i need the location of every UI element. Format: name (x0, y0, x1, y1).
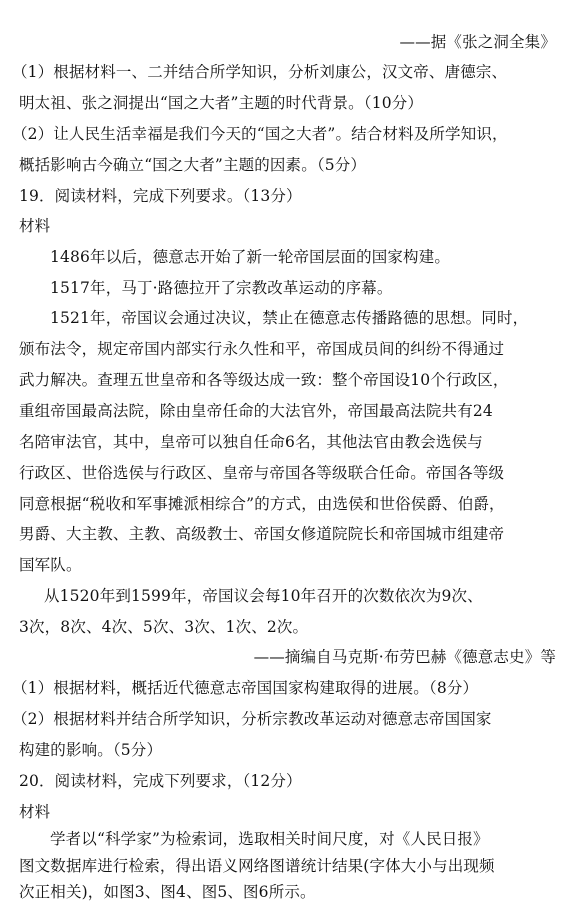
q19-paragraph-3-line: 同意根据“税收和军事摊派相综合”的方式，由选侯和世俗侯爵、伯爵， (19, 495, 505, 513)
q19-paragraph-3-line: 男爵、大主教、主教、高级教士、帝国女修道院院长和帝国城市组建帝 (19, 525, 505, 543)
q18-sub2-line2: 概括影响古今确立“国之大者”主题的因素。（5分） (19, 156, 367, 174)
q19-paragraph-3-line: 重组帝国最高法院，除由皇帝任命的大法官外，帝国最高法院共有24 (19, 402, 493, 420)
q20-paragraph-line: 学者以“科学家”为检索词，选取相关时间尺度，对《人民日报》 (50, 830, 489, 848)
q19-sub1: （1）根据材料，概括近代德意志帝国国家构建取得的进展。（8分） (12, 679, 479, 697)
q20-paragraph-line: 图文数据库进行检索，得出语义网络图谱统计结果(字体大小与出现频 (19, 857, 495, 875)
q19-paragraph-3-line: 1521年，帝国议会通过决议，禁止在德意志传播路德的思想。同时， (50, 309, 529, 327)
q19-material-label: 材料 (19, 217, 51, 235)
q19-paragraph-3-line: 武力解决。查理五世皇帝和各等级达成一致：整个帝国设10个行政区， (19, 371, 509, 389)
q19-source-citation: ——摘编自马克斯·布劳巴赫《德意志史》等 (253, 648, 556, 666)
q19-paragraph-3-line: 行政区、世俗选侯与行政区、皇帝与帝国各等级联合任命。帝国各等级 (19, 464, 505, 482)
q18-sub1-line2: 明太祖、张之洞提出“国之大者”主题的时代背景。（10分） (19, 94, 424, 112)
q19-sub2-line1: （2）根据材料并结合所学知识，分析宗教改革运动对德意志帝国国家 (12, 710, 492, 728)
q20-heading: 20．阅读材料，完成下列要求，（12分） (19, 772, 302, 790)
q18-sub1-line1: （1）根据材料一、二并结合所学知识，分析刘康公，汉文帝、唐德宗、 (12, 63, 508, 81)
q19-paragraph-4-line2: 3次，8次、4次、5次、3次、1次、2次。 (19, 618, 309, 636)
q20-material-label: 材料 (19, 803, 51, 821)
q19-paragraph-3-line: 国军队。 (19, 556, 82, 574)
q19-sub2-line2: 构建的影响。（5分） (19, 741, 163, 759)
source-citation-zhang-zhidong: ——据《张之洞全集》 (399, 33, 556, 51)
q19-paragraph-2: 1517年，马丁·路德拉开了宗教改革运动的序幕。 (50, 279, 393, 297)
q19-paragraph-4-line1: 从1520年到1599年，帝国议会每10年召开的次数依次为9次、 (44, 587, 483, 605)
q19-paragraph-1: 1486年以后，德意志开始了新一轮帝国层面的国家构建。 (50, 248, 450, 266)
q19-paragraph-3-line: 名陪审法官，其中，皇帝可以独自任命6名，其他法官由教会选侯与 (19, 433, 483, 451)
q19-paragraph-3-line: 颁布法令，规定帝国内部实行永久性和平，帝国成员间的纠纷不得通过 (19, 340, 505, 358)
q19-heading: 19．阅读材料，完成下列要求。（13分） (19, 187, 302, 205)
q20-paragraph-line: 次正相关)，如图3、图4、图5、图6所示。 (19, 883, 316, 901)
q18-sub2-line1: （2）让人民生活幸福是我们今天的“国之大者”。结合材料及所学知识， (12, 125, 508, 143)
